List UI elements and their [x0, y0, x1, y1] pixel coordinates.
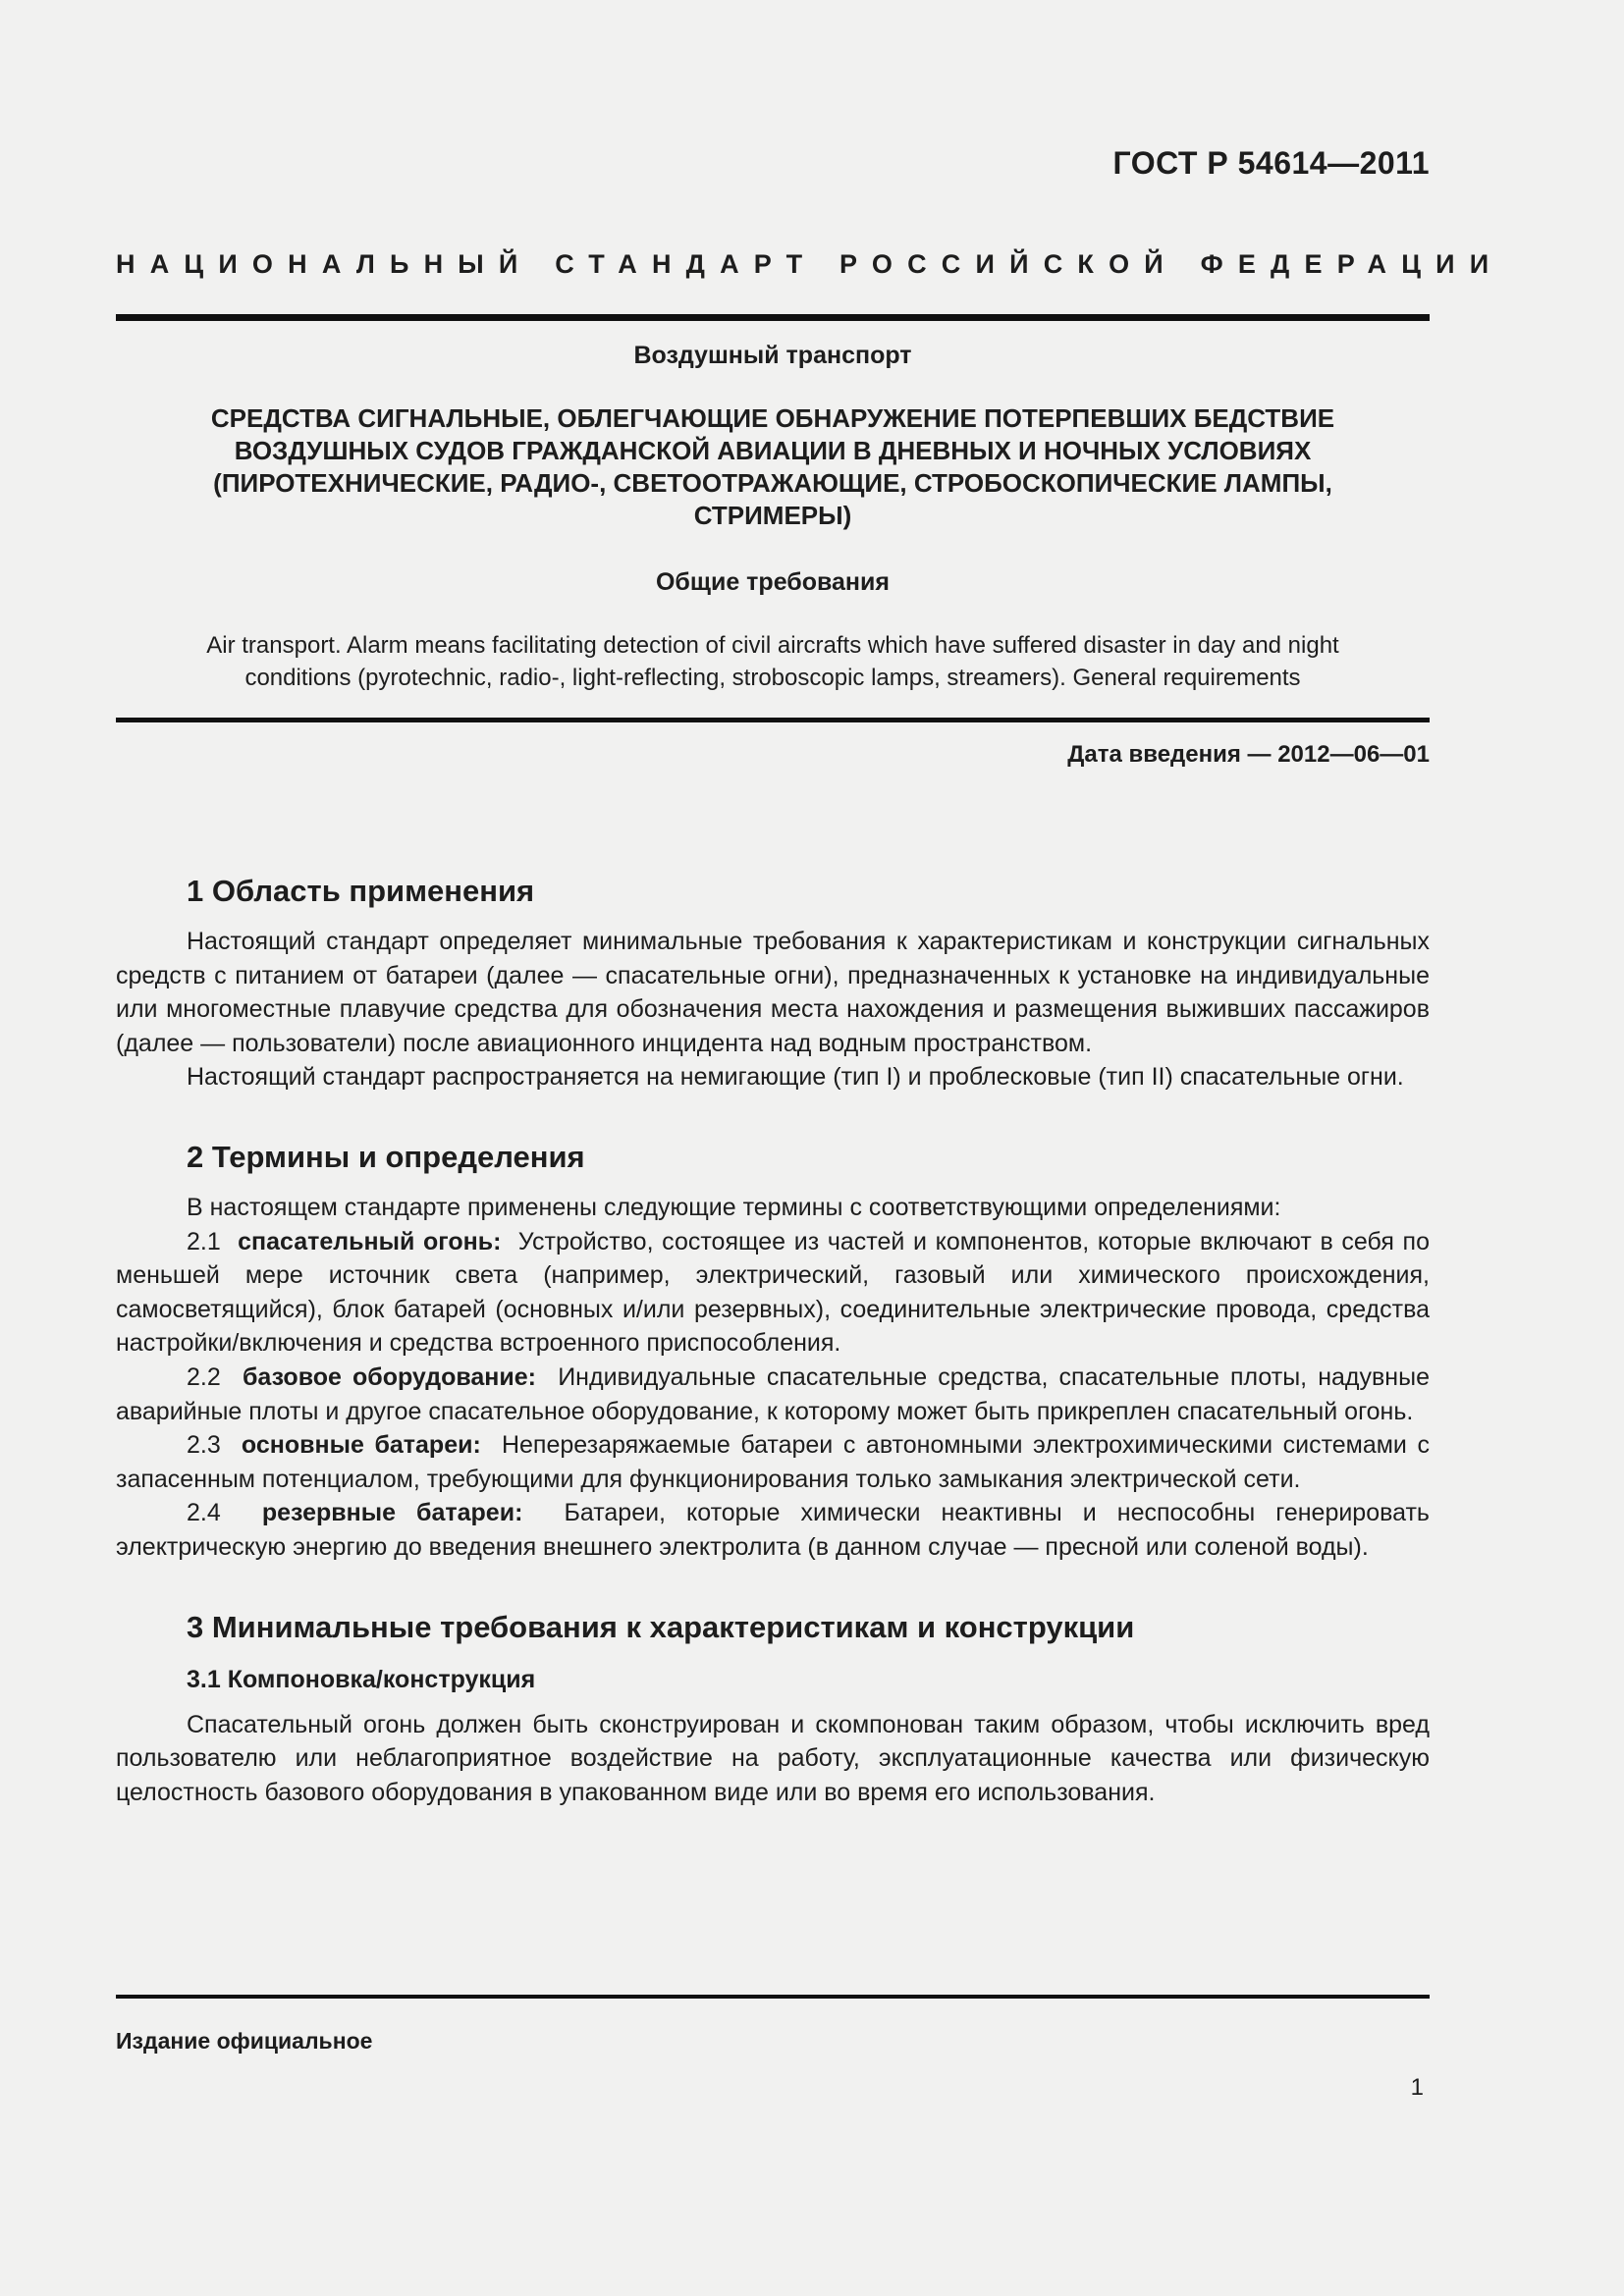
term-name: резервные батареи: [261, 1499, 523, 1527]
paragraph: Настоящий стандарт распространяется на немигающие (тип I) и проблесковые (тип II) спасательные огни. [187, 1063, 1404, 1092]
term-number: 2.4 [187, 1499, 221, 1527]
term-definition [116, 1225, 1430, 1361]
effective-date: Дата введения — 2012—06—01 [1067, 741, 1430, 768]
term-name: основные батареи: [241, 1431, 481, 1460]
section-1-body [116, 925, 1430, 1095]
top-rule [116, 314, 1430, 321]
term-text: Неперезаряжаемые батареи с автономными электрохимическими системами с запасенным потенциалом, требующими для функционирования только замыкания электрической сети. [116, 1431, 1430, 1493]
document-page [116, 0, 1504, 2296]
standard-category: Воздушный транспорт [633, 342, 912, 369]
paragraph: Спасательный огонь должен быть сконструирован и скомпонован таким образом, чтобы исключить вред пользователю или неблагоприятное воздействие на работу, эксплуатационные качества или физическую целостность базового оборудования в упакованном виде или во время его использования. [116, 1710, 1430, 1806]
term-text: Индивидуальные спасательные средства, спасательные плоты, надувные аварийные плоты и другое спасательное оборудование, к которому может быть прикреплен спасательный огонь. [116, 1362, 1430, 1425]
term-text: Батареи, которые химически неактивны и неспособны генерировать электрическую энергию до введения внешнего электролита (в данном случае — пресной или соленой воды). [116, 1499, 1430, 1561]
official-edition-label: Издание официальное [116, 2028, 373, 2054]
subtitle: Общие требования [655, 568, 890, 596]
document-body [116, 864, 1430, 1809]
term-definition [116, 1428, 1430, 1496]
section-1-heading: 1 Область применения [187, 874, 535, 908]
term-definition [116, 1361, 1430, 1428]
english-title-line: conditions (pyrotechnic, radio-, light-reflecting, stroboscopic lamps, streamers). General requirements [244, 665, 1301, 691]
term-definition [116, 1496, 1430, 1564]
main-title-line: (ПИРОТЕХНИЧЕСКИЕ, РАДИО-, СВЕТООТРАЖАЮЩИЕ, СТРОБОСКОПИЧЕСКИЕ ЛАМПЫ, [213, 468, 1332, 498]
english-title [116, 629, 1430, 694]
section-2-heading: 2 Термины и определения [187, 1139, 585, 1174]
term-name: спасательный огонь: [238, 1227, 502, 1255]
section-3-heading: 3 Минимальные требования к характеристикам и конструкции [187, 1609, 1135, 1644]
main-title-line: СРЕДСТВА СИГНАЛЬНЫЕ, ОБЛЕГЧАЮЩИЕ ОБНАРУЖЕНИЕ ПОТЕРПЕВШИХ БЕДСТВИЕ [210, 403, 1335, 433]
page-number: 1 [1410, 2074, 1424, 2101]
paragraph: Настоящий стандарт определяет минимальные требования к характеристикам и конструкции сигнальных средств с питанием от батареи (далее — спасательные огни), предназначенных к установке на индивидуальные или многоместные плавучие средства для обозначения места нахождения и размещения выживших пассажиров (далее — пользователи) после авиационного инцидента над водным пространством. [116, 928, 1430, 1057]
english-title-line: Air transport. Alarm means facilitating detection of civil aircrafts which have suffered disaster in day and night [206, 632, 1339, 659]
section-3-1-heading: 3.1 Компоновка/конструкция [187, 1665, 536, 1693]
main-title-line: СТРИМЕРЫ) [693, 501, 852, 530]
document-number: ГОСТ Р 54614—2011 [1112, 145, 1430, 181]
term-number: 2.1 [187, 1227, 221, 1255]
section-3-1-body [116, 1708, 1430, 1810]
term-name: базовое оборудование: [242, 1362, 536, 1391]
term-text: Устройство, состоящее из частей и компонентов, которые включают в себя по меньшей мере источник света (например, электрический, газовый или химического происхождения, самосветящийся), блок батарей (основных и/или резервных), соединительные электрические провода, средства настройки/включения и средства встроенного приспособления. [116, 1227, 1430, 1358]
footer-rule [116, 1995, 1430, 1999]
main-title-line: ВОЗДУШНЫХ СУДОВ ГРАЖДАНСКОЙ АВИАЦИИ В ДНЕВНЫХ И НОЧНЫХ УСЛОВИЯХ [234, 436, 1312, 465]
section-2-body [116, 1191, 1430, 1565]
national-standard-banner: НАЦИОНАЛЬНЫЙ СТАНДАРТ РОССИЙСКОЙ ФЕДЕРАЦИИ [116, 249, 1504, 279]
title-bottom-rule [116, 718, 1430, 722]
paragraph: В настоящем стандарте применены следующие термины с соответствующими определениями: [187, 1193, 1281, 1221]
main-title [116, 402, 1430, 532]
term-number: 2.3 [187, 1431, 221, 1460]
term-number: 2.2 [187, 1362, 221, 1391]
